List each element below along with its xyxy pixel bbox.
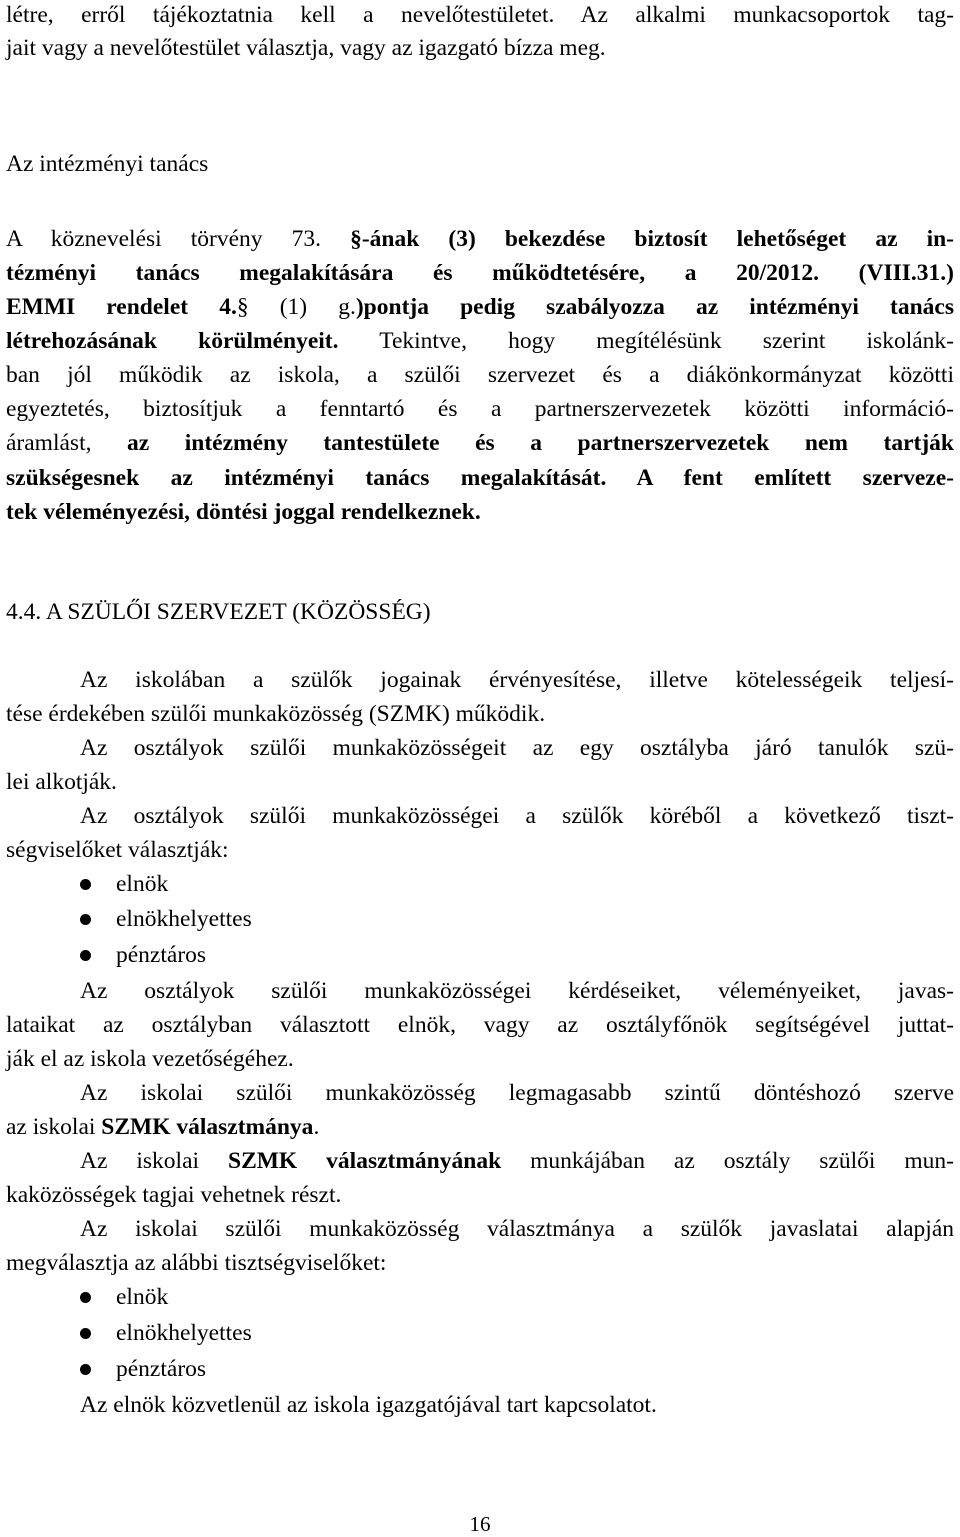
bullet-icon (80, 1292, 91, 1303)
list-item: elnök (116, 871, 169, 897)
text-span: az iskolai (6, 1114, 102, 1140)
paragraph-line (6, 326, 954, 356)
text-span: Az iskolai (80, 1148, 228, 1174)
paragraph-line (6, 463, 954, 493)
paragraph-line: Az osztályok szülői munkaközösségeit az egy osztályba járó tanulók szü- (80, 735, 954, 761)
paragraph-line: ségviselőket választják: (6, 837, 229, 863)
bullet-icon (80, 1328, 91, 1339)
bold-text-span: az intézmény tantestülete és a partnerszervezetek nem tartják (127, 430, 954, 456)
paragraph-line: létre, erről tájékoztatnia kell a nevelőtestületet. Az alkalmi munkacsoportok tag- (6, 2, 954, 28)
bold-text-span: szükségesnek az intézményi tanács megalakítását. (6, 465, 607, 491)
bullet-icon (80, 879, 91, 890)
list-item: elnökhelyettes (116, 1320, 252, 1346)
bold-text-span: létrehozásának körülményeit. (6, 328, 339, 354)
bold-text-span: SZMK választmánya (101, 1114, 314, 1140)
page-number: 16 (469, 1512, 491, 1536)
paragraph-line: Az iskolai szülői munkaközösség legmagasabb szintű döntéshozó szerve (80, 1080, 954, 1106)
list-item: elnök (116, 1284, 169, 1310)
paragraph-line (6, 428, 954, 458)
list-item: pénztáros (116, 1356, 207, 1382)
text-span: Tekintve, hogy megítélésünk szerint iskolánk- (338, 328, 954, 354)
paragraph-line: lataikat az osztályban választott elnök, vagy az osztályfőnök segítségével juttat- (6, 1012, 954, 1038)
paragraph-line: Az elnök közvetlenül az iskola igazgatójával tart kapcsolatot. (80, 1392, 657, 1418)
paragraph-line: lei alkotják. (6, 769, 117, 795)
list-item: pénztáros (116, 942, 207, 968)
text-span: A köznevelési törvény 73. (6, 226, 351, 252)
section-heading: Az intézményi tanács (6, 151, 209, 177)
paragraph-line: tése érdekében szülői munkaközösség (SZMK) működik. (6, 701, 546, 727)
paragraph-line: Az osztályok szülői munkaközösségei a szülők köréből a következő tiszt- (80, 803, 954, 829)
bullet-icon (80, 950, 91, 961)
paragraph-line: egyeztetés, biztosítjuk a fenntartó és a partnerszervezetek közötti információ- (6, 396, 954, 422)
paragraph-line (80, 1146, 954, 1176)
list-item: elnökhelyettes (116, 906, 252, 932)
paragraph-line: Az osztályok szülői munkaközösségei kérdéseiket, véleményeiket, javas- (80, 978, 954, 1004)
bullet-icon (80, 914, 91, 925)
paragraph-line: Az iskolai szülői munkaközösség választmánya a szülők javaslatai alapján (80, 1216, 954, 1242)
paragraph-line: ják el az iskola vezetőségéhez. (6, 1046, 294, 1072)
bold-text-span: §-ának (3) bekezdése biztosít lehetőséget az in- (350, 226, 954, 252)
text-span: § (1) g. (236, 294, 356, 320)
text-span: áramlást, (6, 430, 128, 456)
paragraph-line: tézményi tanács megalakítására és működtetésére, a 20/2012. (VIII.31.) (6, 260, 954, 286)
bold-text-span: SZMK választmányának (228, 1148, 502, 1174)
text-span: munkájában az osztály szülői mun- (501, 1148, 954, 1174)
paragraph-line (6, 224, 954, 254)
bullet-icon (80, 1364, 91, 1375)
bold-text-span: A fent említett szerveze- (606, 465, 954, 491)
paragraph-line: jait vagy a nevelőtestület választja, vagy az igazgató bízza meg. (6, 35, 606, 61)
bold-text-span: )pontja pedig szabályozza az intézményi tanács (355, 294, 954, 320)
paragraph-line: ban jól működik az iskola, a szülői szervezet és a diákönkormányzat közötti (6, 362, 954, 388)
paragraph-line (6, 292, 954, 322)
text-span: . (313, 1114, 320, 1140)
paragraph-line: Az iskolában a szülők jogainak érvényesítése, illetve kötelességeik teljesí- (80, 667, 954, 693)
paragraph-line: kaközösségek tagjai vehetnek részt. (6, 1182, 342, 1208)
bold-text-span: EMMI rendelet 4. (6, 294, 237, 320)
paragraph-line: megválasztja az alábbi tisztségviselőket: (6, 1250, 387, 1276)
paragraph-line (6, 1112, 954, 1142)
section-heading: 4.4. A SZÜLŐI SZERVEZET (KÖZÖSSÉG) (6, 599, 431, 625)
paragraph-line: tek véleményezési, döntési joggal rendelkeznek. (6, 499, 481, 525)
